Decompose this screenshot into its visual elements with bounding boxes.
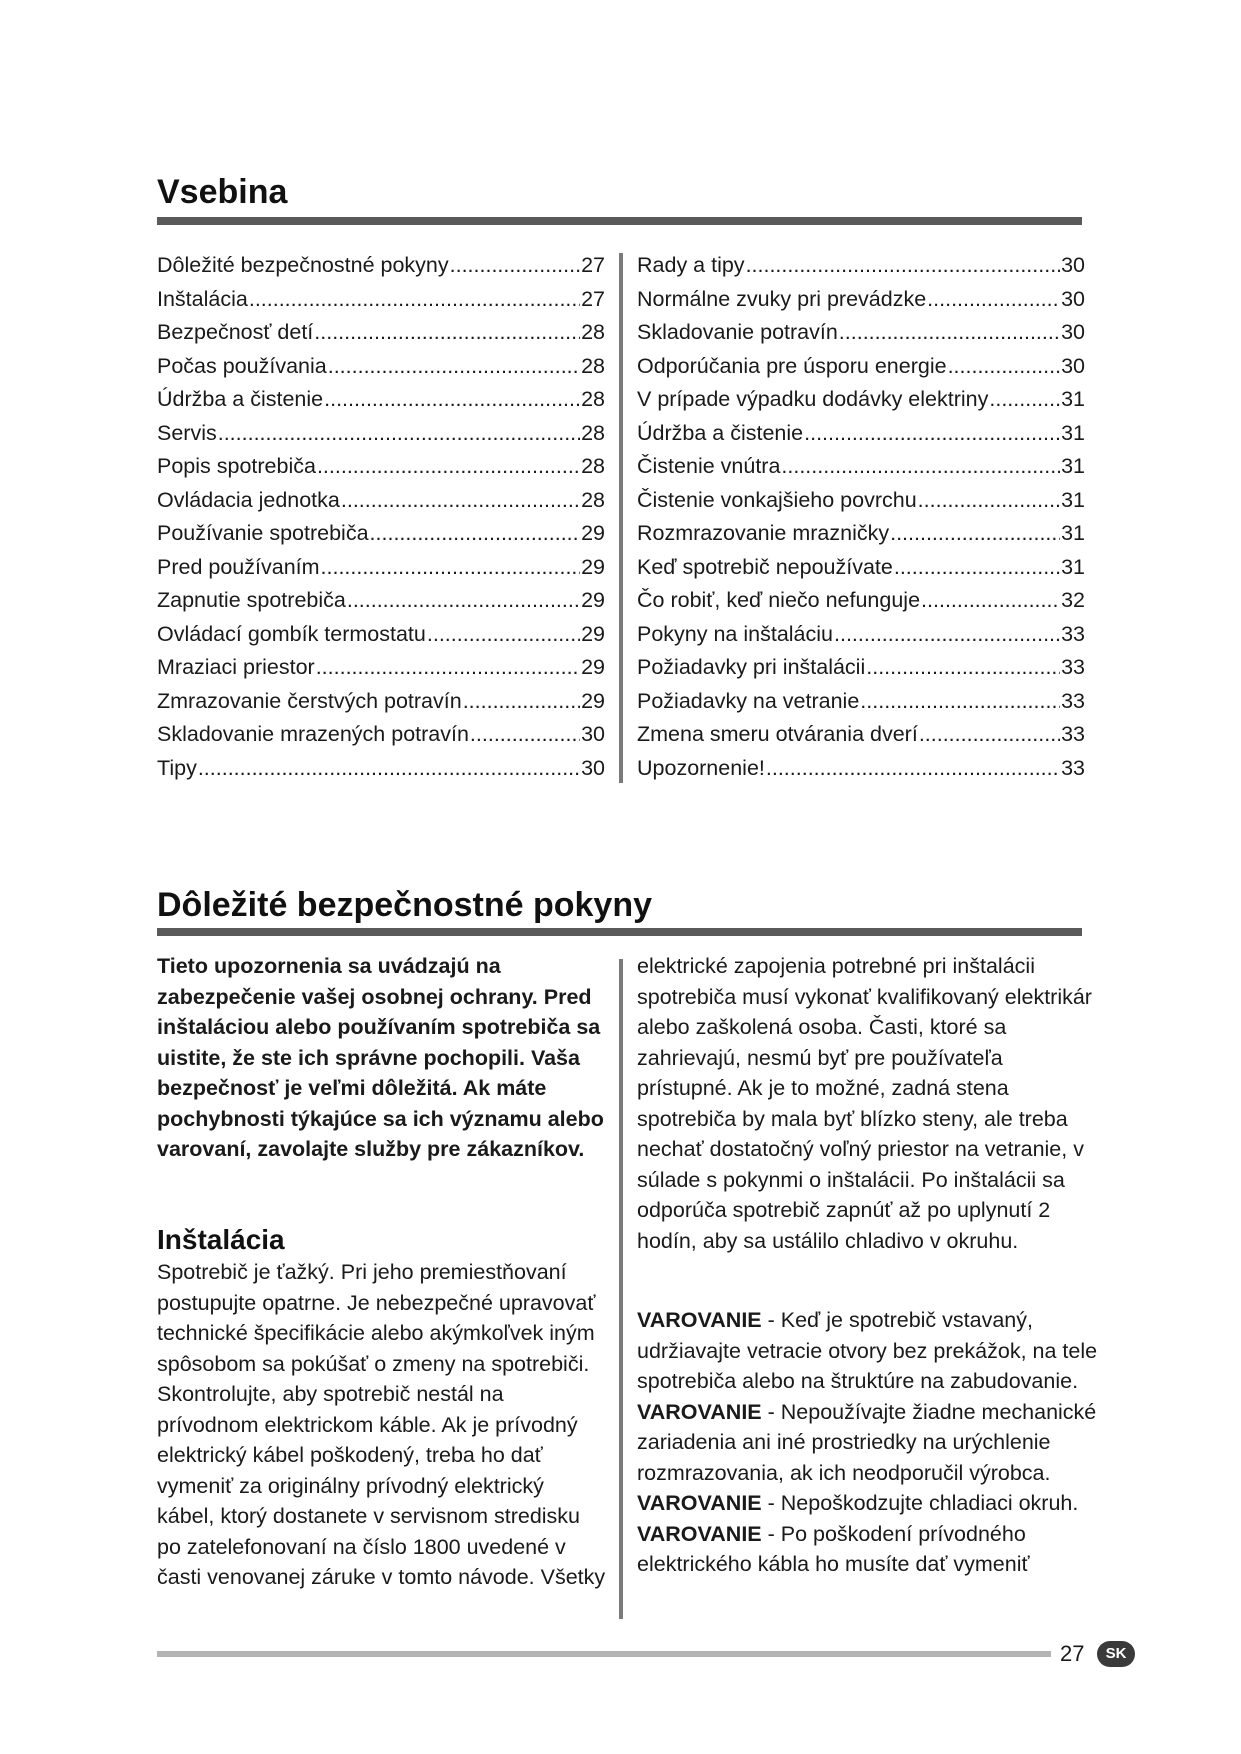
toc-leader-dots: [834, 618, 1060, 652]
warning-label: VAROVANIE: [637, 1399, 762, 1424]
toc-entry: [157, 316, 605, 350]
toc-entry-label: Pred používaním: [157, 554, 320, 579]
toc-leader-dots: [347, 584, 580, 618]
toc-leader-dots: [198, 752, 580, 786]
toc-entry-label: Požiadavky na vetranie: [637, 688, 860, 713]
toc-entry-label: Používanie spotrebiča: [157, 521, 369, 545]
toc-entry-page: 29: [581, 521, 605, 545]
toc-entry-label: Upozornenie!: [637, 755, 765, 780]
toc-entry: [637, 718, 1085, 752]
toc-leader-dots: [746, 249, 1061, 283]
toc-entry: [637, 517, 1085, 551]
toc-entry-label: Dôležité bezpečnostné pokyny: [157, 253, 449, 277]
toc-entry-label: Skladovanie potravín: [637, 320, 838, 344]
toc-entry-page: 31: [1061, 420, 1085, 445]
warning-text: - Po poškodení prívodného elektrického kábla ho musíte dať vymeniť: [637, 1521, 1030, 1576]
toc-leader-dots: [894, 551, 1060, 585]
toc-entry: [157, 752, 605, 786]
toc-leader-dots: [370, 517, 581, 551]
toc-entry-label: Normálne zvuky pri prevádzke: [637, 286, 927, 311]
warning-text: - Nepoškodzujte chladiaci okruh.: [761, 1491, 1079, 1515]
toc-entry: [157, 551, 605, 585]
toc-entry: [157, 283, 605, 317]
toc-entry-label: Údržba a čistenie: [637, 420, 804, 445]
toc-entry-page: 28: [581, 320, 605, 344]
toc-entry: [157, 249, 605, 283]
toc-leader-dots: [317, 450, 580, 484]
toc-entry: [637, 752, 1085, 786]
toc-entry-label: Keď spotrebič nepoužívate: [637, 554, 893, 579]
warning-label: VAROVANIE: [637, 1491, 762, 1515]
toc-entry-label: Pokyny na inštaláciu: [637, 621, 833, 646]
warning-label: VAROVANIE: [637, 1308, 762, 1332]
toc-entry: [637, 618, 1085, 652]
toc-entry-label: Rady a tipy: [637, 253, 745, 277]
toc-entry-page: 31: [1061, 487, 1085, 512]
toc-entry: [157, 383, 605, 417]
toc-leader-dots: [341, 484, 580, 518]
toc-entry-page: 33: [1061, 688, 1085, 713]
toc-leader-dots: [470, 718, 580, 752]
toc-entry: [637, 316, 1085, 350]
safety-left-column: [157, 951, 607, 1165]
toc-entry-label: Čistenie vonkajšieho povrchu: [637, 487, 917, 512]
toc-entry-page: 33: [1061, 621, 1085, 646]
toc-entry: [637, 651, 1085, 685]
toc-entry-label: Tipy: [157, 755, 197, 780]
toc-left-column: [157, 249, 605, 785]
toc-entry-page: 33: [1061, 755, 1085, 780]
toc-leader-dots: [860, 685, 1060, 719]
toc-leader-dots: [427, 618, 580, 652]
warnings-list: [637, 1305, 1117, 1580]
toc-entry-label: Údržba a čistenie: [157, 387, 324, 411]
toc-leader-dots: [450, 249, 580, 283]
toc-entry-page: 29: [581, 688, 605, 713]
toc-leader-dots: [948, 350, 1061, 384]
toc-entry-label: Ovládacia jednotka: [157, 487, 340, 512]
toc-entry: [157, 685, 605, 719]
toc-entry-label: Popis spotrebiča: [157, 454, 316, 478]
toc-leader-dots: [989, 383, 1060, 417]
toc-leader-dots: [866, 651, 1060, 685]
toc-leader-dots: [316, 651, 580, 685]
toc-entry-label: Mraziaci priestor: [157, 655, 315, 679]
toc-column-divider: [619, 253, 623, 783]
toc-entry-label: Bezpečnosť detí: [157, 320, 314, 344]
toc-entry-label: Odporúčania pre úsporu energie: [637, 353, 947, 378]
toc-entry-label: Inštalácia: [157, 286, 248, 311]
toc-leader-dots: [839, 316, 1060, 350]
toc-entry-page: 32: [1061, 588, 1085, 612]
toc-entry: [637, 685, 1085, 719]
toc-entry: [637, 417, 1085, 451]
toc-entry-page: 31: [1061, 454, 1085, 478]
safety-right-column: [637, 951, 1092, 1256]
installation-column: [157, 1257, 607, 1593]
toc-title: Vsebina: [157, 173, 288, 211]
toc-entry: [637, 249, 1085, 283]
warning-text: - Nepoužívajte žiadne mechanické zariadenia ani iné prostriedky na urýchlenie rozmrazovania, ak ich neodporučil výrobca.: [637, 1399, 1097, 1485]
toc-entry-page: 30: [1061, 353, 1085, 378]
toc-leader-dots: [249, 283, 580, 317]
toc-entry: [157, 450, 605, 484]
toc-leader-dots: [328, 350, 580, 384]
toc-entry-page: 30: [581, 755, 605, 780]
toc-entry: [637, 350, 1085, 384]
toc-entry: [157, 718, 605, 752]
toc-entry: [157, 484, 605, 518]
toc-entry-label: Čo robiť, keď niečo nefunguje: [637, 588, 921, 612]
toc-leader-dots: [324, 383, 580, 417]
toc-entry: [157, 618, 605, 652]
toc-entry-page: 29: [581, 655, 605, 679]
toc-entry-page: 30: [581, 722, 605, 746]
toc-entry-page: 31: [1061, 521, 1085, 545]
toc-leader-dots: [927, 283, 1060, 317]
warning-item: [637, 1488, 1117, 1519]
toc-entry-page: 31: [1061, 554, 1085, 579]
toc-entry-page: 27: [581, 286, 605, 311]
toc-entry-page: 28: [581, 387, 605, 411]
toc-entry-page: 28: [581, 487, 605, 512]
footer-rule: [157, 1651, 1051, 1657]
warning-item: [637, 1305, 1117, 1397]
toc-entry-page: 27: [581, 253, 605, 277]
page-number: 27: [1060, 1641, 1085, 1666]
toc-entry: [637, 283, 1085, 317]
toc-entry-page: 33: [1061, 722, 1085, 746]
toc-leader-dots: [921, 584, 1060, 618]
toc-entry-label: Čistenie vnútra: [637, 454, 781, 478]
toc-entry-label: Zapnutie spotrebiča: [157, 588, 346, 612]
toc-entry-page: 29: [581, 554, 605, 579]
toc-entry: [637, 383, 1085, 417]
toc-leader-dots: [781, 450, 1060, 484]
language-badge: SK: [1097, 1641, 1135, 1667]
toc-entry-page: 30: [1061, 320, 1085, 344]
toc-entry-page: 28: [581, 353, 605, 378]
toc-entry-label: Skladovanie mrazených potravín: [157, 722, 469, 746]
safety-intro: Tieto upozornenia sa uvádzajú na zabezpečenie vašej osobnej ochrany. Pred inštaláciou alebo používaním spotrebiča sa uistite, že ste ich správne pochopili. Vaša bezpečnosť je veľmi dôležitá. Ak máte pochybnosti týkajúce sa ich významu alebo varovaní, zavolajte služby pre zákazníkov.: [157, 954, 604, 1161]
toc-entry-page: 30: [1061, 253, 1085, 277]
toc-entry-label: Rozmrazovanie mrazničky: [637, 521, 890, 545]
toc-entry: [637, 584, 1085, 618]
toc-entry-label: Požiadavky pri inštalácii: [637, 655, 866, 679]
toc-leader-dots: [321, 551, 581, 585]
toc-entry-label: Zmena smeru otvárania dverí: [637, 722, 918, 746]
toc-leader-dots: [766, 752, 1060, 786]
toc-entry-label: Ovládací gombík termostatu: [157, 621, 426, 646]
toc-entry: [157, 651, 605, 685]
toc-entry-label: V prípade výpadku dodávky elektriny: [637, 387, 989, 411]
toc-leader-dots: [919, 718, 1060, 752]
toc-entry-label: Servis: [157, 420, 217, 445]
toc-leader-dots: [918, 484, 1060, 518]
toc-entry: [157, 584, 605, 618]
toc-entry-page: 28: [581, 454, 605, 478]
toc-entry: [637, 551, 1085, 585]
toc-entry-label: Počas používania: [157, 353, 327, 378]
safety-column-divider: [619, 959, 623, 1619]
toc-title-rule: [157, 217, 1082, 225]
warning-text: - Keď je spotrebič vstavaný, udržiavajte vetracie otvory bez prekážok, na tele spotrebiča alebo na štruktúre na zabudovanie.: [637, 1308, 1098, 1393]
toc-entry-page: 31: [1061, 387, 1085, 411]
installation-heading: Inštalácia: [157, 1224, 285, 1255]
installation-text: Spotrebič je ťažký. Pri jeho premiestňovaní postupujte opatrne. Je nebezpečné upravovať technické špecifikácie alebo akýmkoľvek iným spôsobom sa pokúšať o zmeny na spotrebiči. Skontrolujte, aby spotrebič nestál na prívodnom elektrickom káble. Ak je prívodný elektrický kábel poškodený, treba ho dať vymeniť za originálny prívodný elektrický kábel, ktorý dostanete v servisnom stredisku po zatelefonovaní na číslo 1800 uvedené v časti venovanej záruke v tomto návode. Všetky: [157, 1260, 606, 1589]
toc-right-column: [637, 249, 1085, 785]
installation-continued-text: elektrické zapojenia potrebné pri inštalácii spotrebiča musí vykonať kvalifikovaný elektrikár alebo zaškolená osoba. Časti, ktoré sa zahrievajú, nesmú byť pre používateľa prístupné. Ak je to možné, zadná stena spotrebiča by mala byť blízko steny, ale treba nechať dostatočný voľný priestor na vetranie, v súlade s pokynmi o inštalácii. Po inštalácii sa odporúča spotrebič zapnúť až po uplynutí 2 hodín, aby sa ustálilo chladivo v okruhu.: [637, 954, 1092, 1253]
toc-leader-dots: [218, 417, 580, 451]
toc-leader-dots: [890, 517, 1060, 551]
warning-label: VAROVANIE: [637, 1521, 762, 1546]
toc-entry-page: 30: [1061, 286, 1085, 311]
toc-entry: [157, 417, 605, 451]
toc-leader-dots: [314, 316, 580, 350]
toc-entry: [637, 450, 1085, 484]
safety-title: Dôležité bezpečnostné pokyny: [157, 886, 652, 924]
toc-entry: [637, 484, 1085, 518]
toc-leader-dots: [804, 417, 1060, 451]
toc-leader-dots: [463, 685, 580, 719]
toc-entry-page: 29: [581, 621, 605, 646]
safety-title-rule: [157, 928, 1082, 936]
toc-entry: [157, 350, 605, 384]
toc-entry-page: 33: [1061, 655, 1085, 679]
warning-item: [637, 1397, 1117, 1489]
warning-item: [637, 1519, 1117, 1580]
toc-entry-label: Zmrazovanie čerstvých potravín: [157, 688, 462, 713]
toc-entry: [157, 517, 605, 551]
toc-entry-page: 28: [581, 420, 605, 445]
toc-entry-page: 29: [581, 588, 605, 612]
